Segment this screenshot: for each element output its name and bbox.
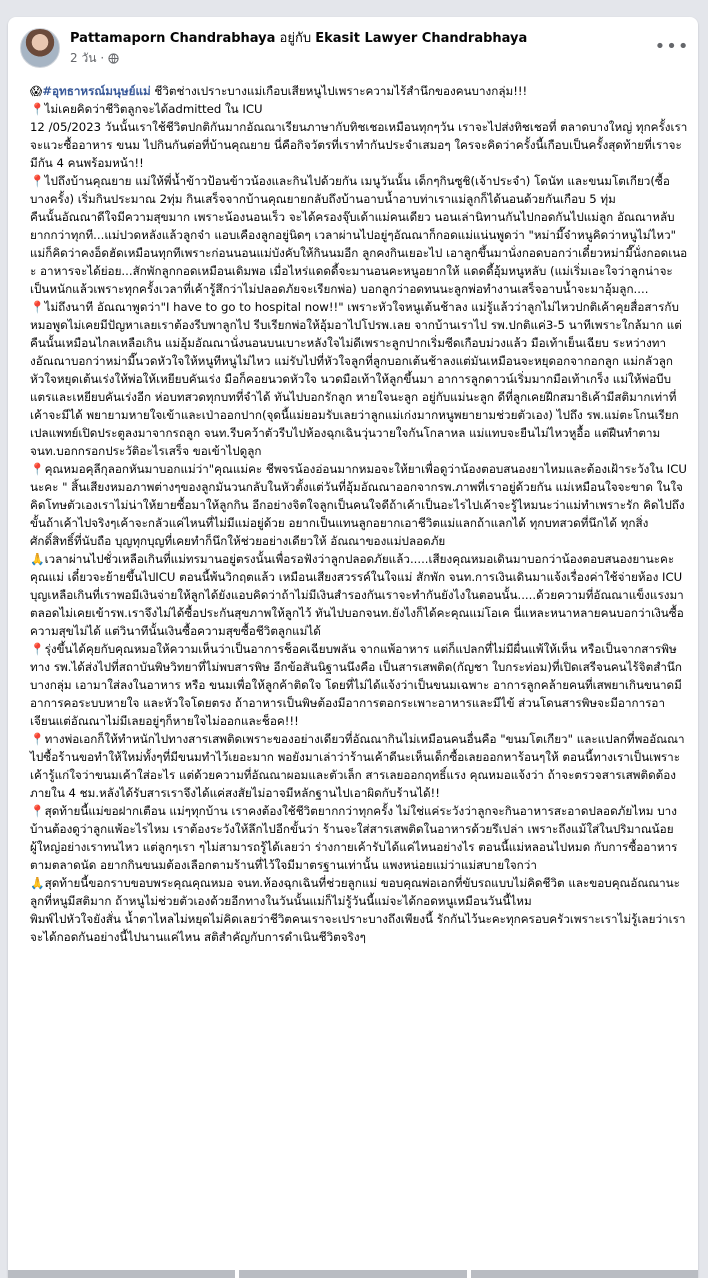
- post-body: [30, 82, 691, 946]
- post-paragraph-text: ไปถึงบ้านคุณยาย แม่ให้พี่น้ำข้าวป้อนข้าวน้องและกินไปด้วยกัน เมนูวันนั้น เด็กๆกินซูชิ(เจ้าประจำ) โดนัท และขนมโตเกียว(ซื้อบางครั้ง) เริ่มกินประมาณ 2ทุ่ม กินเสร็จจากบ้านคุณยายกลับถึงบ้านอาบน้ำอาบท่าเราแม่ลูกก็ได้นอนด้วยกันเกือบ 5 ทุ่ม: [30, 174, 670, 206]
- post-paragraph: [30, 100, 688, 118]
- post-paragraph: [30, 460, 691, 550]
- more-options-icon[interactable]: •••: [654, 35, 690, 57]
- post-paragraph-text: ทางพ่อเอกก็ให้ทำหนักไปทางสารเสพติดเพราะของอย่างเดียวที่อัณณากินไม่เหมือนคนอื่นคือ "ขนมโตเกียว" และแปลกที่พออัณณาไปซื้อร้านขอทำให้ใหม่ทั้งๆที่มีขนมทำไว้เยอะมาก พอยังมาเล่าว่าร้านเค้าดีนะเห็นเด็กซื้อเลยออกหาร้อนๆให้ ตอนนี้ทางเราเป็นเพราะเค้ารู้แก่ใจว่าขนมเค้าใส่อะไร แต่ด้วยความที่อัณณาผอมและตัวเล็ก สารเลยออกฤทธิ์แรง คุณหมอแจ้งว่า ถ้าจะตรวจสารเสพติดต้องภายใน 4 ชม.หลังได้รับสารเราจึงได้แค่สงสัยไม่อาจมีหลักฐานไปเอาผิดกับร้านได้!!: [30, 732, 685, 800]
- post-paragraph: [30, 730, 688, 802]
- emoji-icon: 😱: [30, 84, 43, 98]
- post-paragraph: [30, 910, 688, 946]
- emoji-icon: 📍: [30, 462, 45, 476]
- emoji-icon: 🙏: [30, 552, 45, 566]
- post-paragraph: [30, 172, 688, 208]
- post-paragraph-text: สุดท้ายนี้แม่ขอฝากเตือน แม่ๆทุกบ้าน เราคงต้องใช้ชีวิตยากกว่าทุกครั้ง ไม่ใช่แค่ระวังว่าลูกจะกินอาหารสะอาดปลอดภัยไหม บางบ้านต้องดูว่าลูกแพ้อะไรไหม เราต้องระวังให้ลึกไปอีกขั้นว่า ร้านจะใส่สารเสพติดในอาหารด้วยรึเปล่า เพราะถึงแม้ใส่ในปริมาณน้อย ผู้ใหญ่อย่างเราทนไหว แต่ลูกๆเรา ๆไม่สามารถรู้ได้เลยว่า ร่างกายเค้ารับได้แค่ไหนอย่างไร ตอนนี้แม่หลอนไปหมด กับการซื้ออาหาร ตามตลาดนัด อยากกินขนมต้องเลือกตามร้านที่ไว้ใจมีมาตรฐานเท่านั้น แพงหน่อยแม่ว่าแม่สบายใจกว่า: [30, 804, 682, 872]
- post-paragraph-text: ชีวิตช่างเปราะบางแม่เกือบเสียหนูไปเพราะความไร้สำนึกของคนบางกลุ่ม!!!: [150, 84, 528, 98]
- emoji-icon: 📍: [30, 642, 45, 656]
- post-time[interactable]: 2 วัน: [70, 51, 97, 65]
- post-paragraph-text: เวลาผ่านไปชั่วเหลือเกินที่แม่ทรมานอยู่ตรงนั้นเพื่อรอฟังว่าลูกปลอดภัยแล้ว.....เสียงคุณหมอเดินมาบอกว่าน้องตอบสนองยานะคะคุณแม่ เดี๋ยวจะย้ายขึ้นไปICU ตอนนี้พ้นวิกฤตแล้ว เหมือนเสียงสวรรค์ในใจแม่ สักพัก จนท.การเงินเดินมาแจ้งเรื่องค่าใช้จ่ายห้อง ICU บุญเหลือเกินที่เราพอมีเงินจ่ายให้ลูกได้ยังแอบคิดว่าถ้าไม่มีเงินสำรองกันเราจะทำกันยังไงในตอนนั้น.....ด้วยความที่อัณณาแข็งแรงมาตลอดไม่เคยเข้ารพ.เราจึงไม่ได้ซื้อประกันสุขภาพให้ลูกไว้ ทันไปบอกจนท.ยังไงก็ได้คะคุณแม่โอเค นี่แหละหนาหลายคนบอกว่าเงินซื้อความสุขไม่ได้ แต่วินาทีนั้นเงินซื้อความสุขซื้อชีวิตลูกแม่ได้: [30, 552, 686, 638]
- post-paragraph: [30, 550, 688, 640]
- post-photos[interactable]: [8, 1270, 698, 1278]
- globe-icon: [108, 53, 119, 64]
- post-photo[interactable]: [8, 1270, 235, 1278]
- post-paragraph-text: รุ่งขึ้นได้คุยกับคุณหมอให้ความเห็นว่าเป็นอาการช็อคเฉียบพลัน จากแพ้อาหาร แต่ก็แปลกที่ไม่มีผื่นแพ้ให้เห็น หรือเป็นจากสารพิษทาง รพ.ได้ส่งไปที่สถาบันพิษวิทยาที่ไม่พบสารพิษ อีกข้อสันนิฐานนึงคือ เป็นสารเสพติด(กัญชา ใบกระท่อม)ที่เปิดเสรีจนคนไร้จิตสำนึกบางกลุ่ม เอามาใส่ลงในอาหาร หรือ ขนมเพื่อให้ลูกค้าติดใจ โดยที่ไม่ได้แจ้งว่าเป็นขนมเฉพาะ อาการลูกคล้ายคนที่เสพยาเกินขนาดมีอาการคอระบบหายใจ และหัวใจโดยตรง ถ้าอาหารเป็นพิษต้องมีอาการตอกระเพาะอาหารและมีไข้ ส่วนโดนสารพิษจะมีอาการอาเจียนแต่อัณณาไม่มีเลยอยู่ๆก็หายใจไม่ออกและช็อค!!!: [30, 642, 682, 728]
- emoji-icon: 🙏: [30, 876, 45, 890]
- author-line: [70, 30, 646, 48]
- author-avatar[interactable]: [20, 28, 60, 68]
- post-paragraph-text: คืนนั้นอัณณาดีใจมีความสุขมาก เพราะน้องนอนเร็ว จะได้ครองจุ๊บเด้าแม่คนเดียว นอนเล่านิทานกันไปกอดกันไปแม่ลูก อัณณาหลับยากกว่าทุกที...แม่ปวดหลังแล้วลูกจ๋า แอบเคืองลูกอยู่นิดๆ เวลาผ่านไปอยู่ๆอัณณาก็กอดแม่แน่นพูดว่า "หม่ามี๊จ๋าหนูคิดว่าหนูไม่ไหว" แม่ก็คิดว่าคงอ็ดฮัดเหมือนทุกทีเพราะก่อนนอนแม่บังคับให้กินนมอีก ลูกคงกินเยอะไป เอาลูกขึ้นมานั่งกอดบอกว่าเดี๋ยวหม่ามี๊นั่งกอดเนอะ อาหารจะได้ย่อย...สักพักลูกกอดเหมือนเดิมพอ เมื่อไหร่แดดดี้จะมานอนคะหนูอยากให้ แดดดี้อุ้มหนูหลับ (แม่เริ่มเอะใจว่าลูกน่าจะเป็นหนักแล้วเพราะทุกครั้งเวลาที่เค้ารู้สึกว่าไม่ปลอดภัยจะเรียกพ่อ) บอกลูกว่าอดทนนะลูกพ่อทำงานเสร็จอาบน้ำจะมาอุ้มลูก....: [30, 210, 688, 296]
- post-paragraph: [30, 208, 688, 298]
- with-label: อยู่กับ: [279, 31, 312, 46]
- post-header: [20, 28, 690, 72]
- post-paragraph: [30, 874, 688, 910]
- post-paragraph: [30, 640, 688, 730]
- post-paragraph-text: 12 /05/2023 วันนั้นเราใช้ชีวิตปกติกันมากอัณณาเรียนภาษากับทิชเชอเหมือนทุกๆวัน เราจะไปส่งทิชเชอที่ ตลาดบางใหญ่ ทุกครั้งเราจะแวะซื้ออาหาร ขนม ไปกินกันต่อที่บ้านคุณยาย นี่คือกิจวัตรที่เราทำกันประจำเสมอๆ ใครจะคิดว่าครั้งนี้เกือบเป็นครั้งสุดท้ายที่เราจะมีกัน 4 คนพร้อมหน้า!!: [30, 120, 688, 170]
- post-paragraph-text: ไม่เคยคิดว่าชีวิตลูกจะได้admitted ใน ICU: [44, 102, 263, 116]
- hashtag-link[interactable]: #อุทธาหรณ์มนุษย์แม่: [42, 84, 151, 98]
- emoji-icon: 📍: [30, 300, 45, 314]
- emoji-icon: 📍: [30, 174, 45, 188]
- post-paragraph: [30, 802, 688, 874]
- post-photo[interactable]: [239, 1270, 466, 1278]
- post-photo[interactable]: [471, 1270, 698, 1278]
- emoji-icon: 📍: [30, 102, 45, 116]
- post-meta: 2 วัน ·: [70, 50, 119, 66]
- post-paragraph-text: สุดท้ายนี้ขอกราบขอบพระคุณคุณหมอ จนท.ห้องฉุกเฉินที่ช่วยลูกแม่ ขอบคุณพ่อเอกที่ขับรถแบบไม่คิดชีวิต และขอบคุณอัณณานะลูกที่หนูมีสติมาก ถ้าหนูไม่ช่วยตัวเองด้วยอีกทางในวันนั้นแม่ก็ไม่รู้วันนี้แม่จะได้กอดหนูเหมือนวันนี้ไหม: [30, 876, 680, 908]
- author-name[interactable]: Pattamaporn Chandrabhaya: [70, 31, 276, 46]
- tagged-name[interactable]: Ekasit Lawyer Chandrabhaya: [315, 31, 528, 46]
- post-paragraph: [30, 82, 688, 100]
- post-paragraph-text: พิมพ์ไปหัวใจยังสั่น น้ำตาไหลไม่หยุดไม่คิดเลยว่าชีวิตคนเราจะเปราะบางถึงเพียงนี้ รักกันไว้นะคะทุกครอบครัวเพราะเราไม่รู้เลยว่าเราจะได้กอดกันอย่างนี้ไปนานแค่ไหน สติสำคัญกับการดำเนินชีวิตจริงๆ: [30, 912, 686, 944]
- post-paragraph: [30, 298, 688, 460]
- post-paragraph: [30, 118, 688, 172]
- emoji-icon: 📍: [30, 804, 45, 818]
- post-paragraph-text: คุณหมอคุลีกุลอกหันมาบอกแม่ว่า"คุณแม่คะ ชีพจรน้องอ่อนมากหมอจะให้ยาเพื่อดูว่าน้องตอบสนองยาไหมและต้องเฝ้าระวังใน ICU นะคะ " สิ้นเสียงหมอภาพต่างๆของลูกมันวนกลับในหัวตั้งแต่วันที่อุ้มอัณณาออกจากรพ.ภาพที่เราอยู่ด้วยกัน แม่เหมือนใจจะขาด ในใจคิดโทษตัวเองเราไม่น่าให้ยายซื้อมาให้ลูกกิน อีกอย่างจิตใจลูกเป็นคนใจดีถ้าเค้าเป็นอะไรไปเค้าจะรู้ไหมนะว่าแม่ทำเพราะรัก คิดไปถึงขั้นถ้าเค้าไปจริงๆเค้าจะกลัวแค่ไหนที่ไม่มีแม่อยู่ด้วย อยากเป็นแทนลูกอยากเอาชีวิตแม่แลกถ้าแลกได้ ทุกบทสวดที่นึกได้ ทุกสิ่งศักดิ์สิทธิ์ที่นับถือ บุญทุกบุญที่เคยทำก็นึกให้ช่วยอย่างเดียวให้ อัณณาของแม่ปลอดภัย: [30, 462, 691, 548]
- post-card: [8, 17, 698, 1278]
- post-paragraph-text: ไม่ถึงนาที อัณณาพูดว่า"I have to go to hospital now!!" เพราะหัวใจหนูเต้นช้าลง แม่รู้แล้วว่าลูกไม่ไหวปกติเค้าคุยสื่อสารกับหมอพูดไม่เคยมีปัญหาเลยเราต้องรีบพาลูกไป รีบเรียกพ่อให้อุ้มอาไปโปรพ.เลย จากบ้านเราไป รพ.ปกติแค่3-5 นาทีเพราะใกล้มาก แต่คืนนั้นเหมือนไกลเหลือเกิน แม่อุ้มอัณณานั่งนอนบนเบาะหลังใจไม่ดีเพราะลูกปากเริ่มซีดเกือบม่วงแล้ว มือเท้าเย็นเฉียบ ระหว่างทางอัณณาบอกว่าหม่ามี๊นวดหัวใจให้หนูทีหนูไม่ไหว แม่รับไปที่หัวใจลูกที่ลูกบอกเต้นช้าลงแต่มันเหมือนจะหยุดอกจากอกลูก แม่กลัวลูกหัวใจหยุดเต้นเร่งให้พ่อให้เหยียบคันเร่ง มือก็คอยนวดหัวใจ นวดมือเท้าให้ลูกขึ้นมา อาการลูกดาวน์เริ่มมากมือเท้าเกร็ง แม่ให้พ่อบีบแตรและเหยียบคันเร่งอีก ห่อบทสวดทุกบทที่จำได้ ทันไปบอกรักลูก หายใจนะลูก อยู่กับแม่นะลูก ดีที่ลูกเคยฝึกสมาธิเค้ามีสติมากเท่าที่เค้าจะมีได้ พยายามหายใจเข้าและเป่าออกปาก(จุดนี้แม่ยอมรับเลยว่าลูกแม่เก่งมากหนูพยายามช่วยตัวเอง) ไปถึง รพ.แม่ตะโกนเรียกเปลแพทย์เปิดประตูลงมาจากรถลูก จนท.รีบคว้าตัวรีบไปห้องฉุกเฉินวุ่นวายใจกันโกลาหล แม่แทบจะยืนไม่ไหวหูอื้อ แต่ฝืนทำตามจนท.บอกกรอกประวัติอะไรเสร็จ ขอเข้าไปดูลูก: [30, 300, 682, 458]
- emoji-icon: 📍: [30, 732, 45, 746]
